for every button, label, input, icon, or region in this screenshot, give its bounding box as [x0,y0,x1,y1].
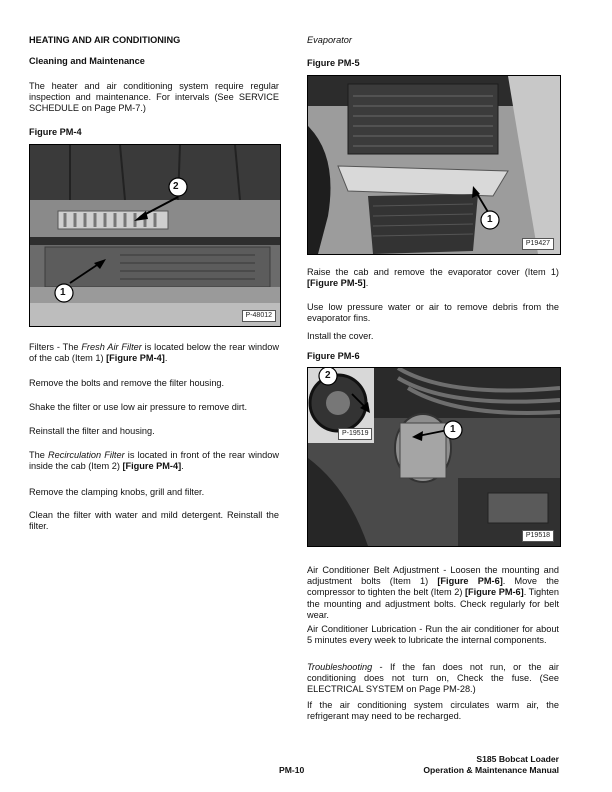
step-reinstall: Reinstall the filter and housing. [29,426,155,436]
figure-pm4-caption: Figure PM-4 [29,127,82,137]
section-heading-text: HEATING AND AIR CONDITIONING [29,35,181,45]
footer-manual: Operation & Maintenance Manual [423,765,559,775]
figure-pm5-caption: Figure PM-5 [307,58,360,68]
troubleshooting-paragraph: Troubleshooting - If the fan does not run, or the air conditioning does not turn on, Check the fuse. (See ELECTRICAL SYSTEM on Page PM-28.) [307,662,559,695]
filters-paragraph: Filters - The Fresh Air Filter is located below the rear window of the cab (Item 1) [Figure PM-4]. [29,342,279,364]
figure-pm6-photo [307,367,561,547]
intro-paragraph: The heater and air conditioning system require regular inspection and maintenance. For intervals (See SERVICE SCHEDULE on Page PM-7.) [29,81,279,114]
figure-pm6-caption: Figure PM-6 [307,351,360,361]
step-shake-filter: Shake the filter or use low air pressure to remove dirt. [29,402,248,412]
recirculation-paragraph: The Recirculation Filter is located in front of the rear window inside the cab (Item 2) [Figure PM-4]. [29,450,279,472]
callout-1: 1 [487,214,493,225]
raise-cab-paragraph: Raise the cab and remove the evaporator cover (Item 1) [Figure PM-5]. [307,267,559,289]
lubrication-paragraph: Air Conditioner Lubrication - Run the air conditioner for about 5 minutes every week to lubricate the internal components. [307,624,559,646]
subheading: Cleaning and Maintenance [29,56,145,66]
step-clamping-knobs: Remove the clamping knobs, grill and filter. [29,487,205,497]
heading-holder [29,35,279,46]
callout-2: 2 [173,181,179,192]
recharge-paragraph: If the air conditioning system circulates warm air, the refrigerant may need to be recharged. [307,700,559,722]
figure-code: P-48012 [242,310,276,322]
figure-pm5-photo [307,75,561,255]
install-cover: Install the cover. [307,331,374,341]
callout-1: 1 [60,287,66,298]
low-pressure-paragraph: Use low pressure water or air to remove debris from the evaporator fins. [307,302,559,324]
belt-adjustment-paragraph: Air Conditioner Belt Adjustment - Loosen the mounting and adjustment bolts (Item 1) [Figure PM-6]. Move the compressor to tighten the belt (Item 2) [Figure PM-6]. Tighten the mounting and adjustment bolts. Check regularly for belt wear. [307,565,559,620]
callout-1: 1 [450,424,456,435]
figure-pm4-photo [29,144,281,327]
callout-2: 2 [325,370,331,381]
step-remove-bolts: Remove the bolts and remove the filter housing. [29,378,225,388]
figure-code: P19427 [522,238,554,250]
page-number: PM-10 [279,765,305,775]
footer-model: S185 Bobcat Loader [476,754,559,764]
step-clean-filter: Clean the filter with water and mild detergent. Reinstall the filter. [29,510,279,532]
evaporator-label: Evaporator [307,35,352,45]
inset-code: P-19519 [338,428,372,440]
figure-code: P19518 [522,530,554,542]
